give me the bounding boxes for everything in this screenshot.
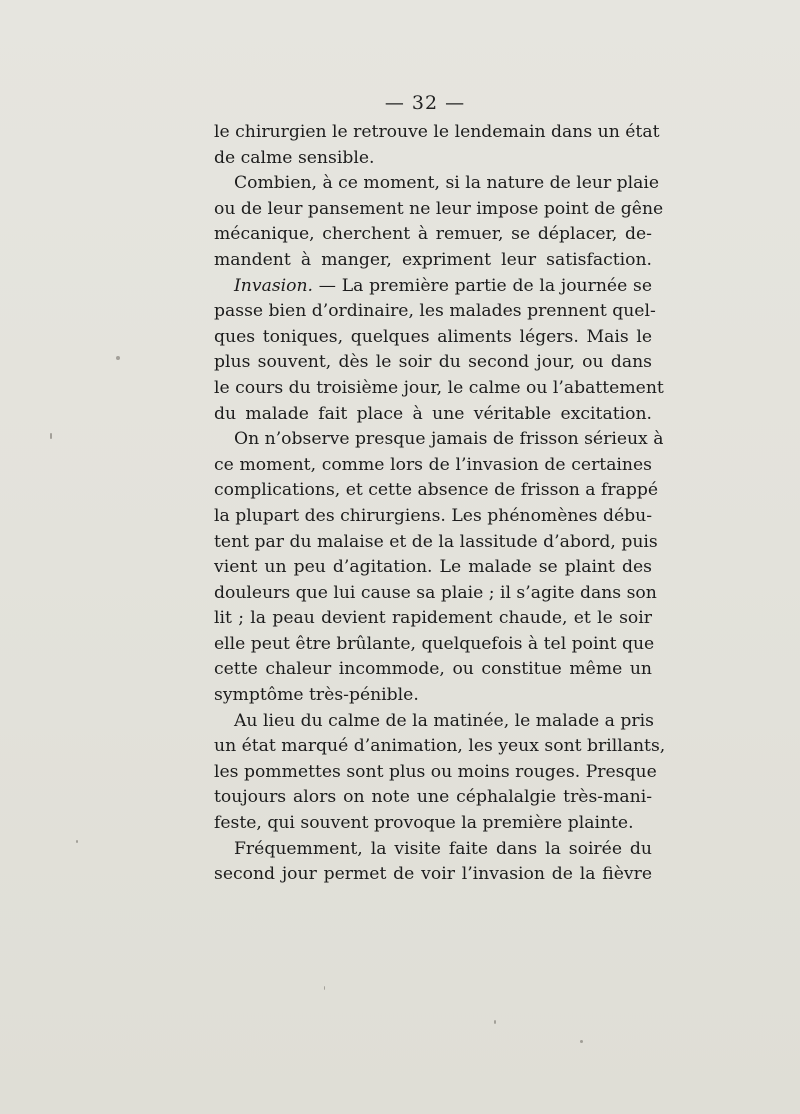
section-heading: Invasion. (234, 275, 314, 296)
text-line: un état marqué d’animation, les yeux sont brillants, (214, 736, 666, 757)
text-line: Invasion. — La première partie de la journée se (234, 275, 652, 296)
text-line: complications, et cette absence de frisson a frappé (214, 480, 659, 501)
text-line: elle peut être brûlante, quelquefois à tel point que (214, 633, 655, 654)
text-line: second jour permet de voir l’invasion de la fièvre (214, 864, 652, 885)
paper-speck (76, 840, 78, 843)
paper-speck (50, 433, 52, 439)
text-line: lit ; la peau devient rapidement chaude, et le soir (214, 608, 652, 629)
body-text (214, 120, 666, 888)
text-line: ques toniques, quelques aliments légers. Mais le (214, 326, 652, 347)
text-line: mandent à manger, expriment leur satisfaction. (214, 249, 652, 270)
text-line: les pommettes sont plus ou moins rouges. Presque (214, 761, 657, 782)
text-line: passe bien d’ordinaire, les malades prennent quel- (214, 301, 656, 322)
text-line: Fréquemment, la visite faite dans la soirée du (234, 838, 652, 859)
text-line: feste, qui souvent provoque la première plainte. (214, 813, 634, 834)
text-line: de calme sensible. (214, 147, 375, 168)
paper-speck (116, 356, 120, 360)
text-line: le cours du troisième jour, le calme ou l’abattement (214, 377, 664, 398)
text-line: cette chaleur incommode, ou constitue même un (214, 659, 652, 680)
text-line: ou de leur pansement ne leur impose point de gêne (214, 198, 664, 219)
paper-speck (324, 986, 325, 990)
paper-speck (580, 1040, 583, 1043)
text-line: tent par du malaise et de la lassitude d’abord, puis (214, 531, 658, 552)
page-number: — 32 — (384, 92, 466, 114)
text-line: Au lieu du calme de la matinée, le malade a pris (234, 710, 654, 731)
text-line: On n’observe presque jamais de frisson sérieux à (234, 429, 664, 450)
text-line: toujours alors on note une céphalalgie très-mani- (214, 787, 652, 808)
text-line: ce moment, comme lors de l’invasion de certaines (214, 454, 652, 475)
text-line: plus souvent, dès le soir du second jour, ou dans (214, 352, 652, 373)
text-line: Combien, à ce moment, si la nature de leur plaie (234, 173, 660, 194)
paper-speck (494, 1020, 496, 1024)
text-line: le chirurgien le retrouve le lendemain dans un état (214, 122, 660, 142)
text-line: la plupart des chirurgiens. Les phénomènes débu- (214, 505, 652, 526)
text-line: du malade fait place à une véritable excitation. (214, 403, 652, 424)
text-line: vient un peu d’agitation. Le malade se plaint des (214, 557, 652, 578)
text-line: mécanique, cherchent à remuer, se déplacer, de- (214, 224, 652, 245)
text-line: symptôme très-pénible. (214, 685, 419, 706)
text-line: douleurs que lui cause sa plaie ; il s’agite dans son (214, 582, 657, 603)
